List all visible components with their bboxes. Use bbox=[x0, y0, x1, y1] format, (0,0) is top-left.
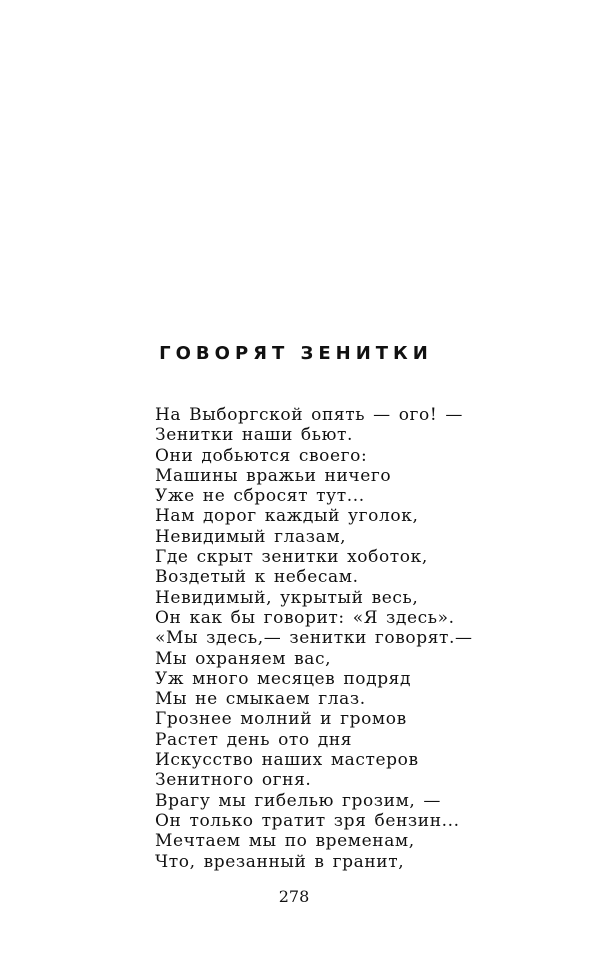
page-number: 278 bbox=[278, 887, 310, 906]
poem-line: Машины вражьи ничего bbox=[155, 465, 392, 486]
poem-line: Грознее молний и громов bbox=[155, 709, 407, 730]
poem-line: Врагу мы гибелью грозим, — bbox=[155, 790, 442, 811]
poem-line: Он только тратит зря бензин... bbox=[155, 810, 460, 831]
poem-line: Мы охраняем вас, bbox=[155, 648, 332, 669]
poem-line: Уж много месяцев подряд bbox=[155, 668, 412, 689]
poem-line: Что, врезанный в гранит, bbox=[155, 851, 405, 872]
poem-line: Нам дорог каждый уголок, bbox=[155, 506, 419, 527]
poem-line: Уже не сбросят тут... bbox=[155, 486, 365, 507]
poem-line: Где скрыт зенитки хоботок, bbox=[155, 547, 428, 568]
poem-line: Растет день ото дня bbox=[155, 729, 353, 750]
poem-line: Зенитного огня. bbox=[155, 770, 312, 791]
poem-line: Зенитки наши бьют. bbox=[155, 425, 353, 446]
poem-line: Он как бы говорит: «Я здесь». bbox=[155, 607, 455, 628]
poem-line: «Мы здесь,— зенитки говорят.— bbox=[155, 628, 473, 649]
poem-line: Мечтаем мы по временам, bbox=[155, 831, 415, 852]
poem-line: Мы не смыкаем глаз. bbox=[155, 689, 366, 710]
poem-title: ГОВОРЯТ ЗЕНИТКИ bbox=[159, 343, 433, 364]
poem-line: Воздетый к небесам. bbox=[155, 567, 359, 588]
poem-line: Искусство наших мастеров bbox=[155, 750, 419, 771]
poem-body bbox=[155, 405, 473, 872]
poem-line: Невидимый, укрытый весь, bbox=[155, 587, 419, 608]
poem-line: На Выборгской опять — ого! — bbox=[155, 405, 463, 425]
poem-line: Невидимый глазам, bbox=[155, 526, 347, 547]
poem-line: Они добьются своего: bbox=[155, 445, 368, 466]
